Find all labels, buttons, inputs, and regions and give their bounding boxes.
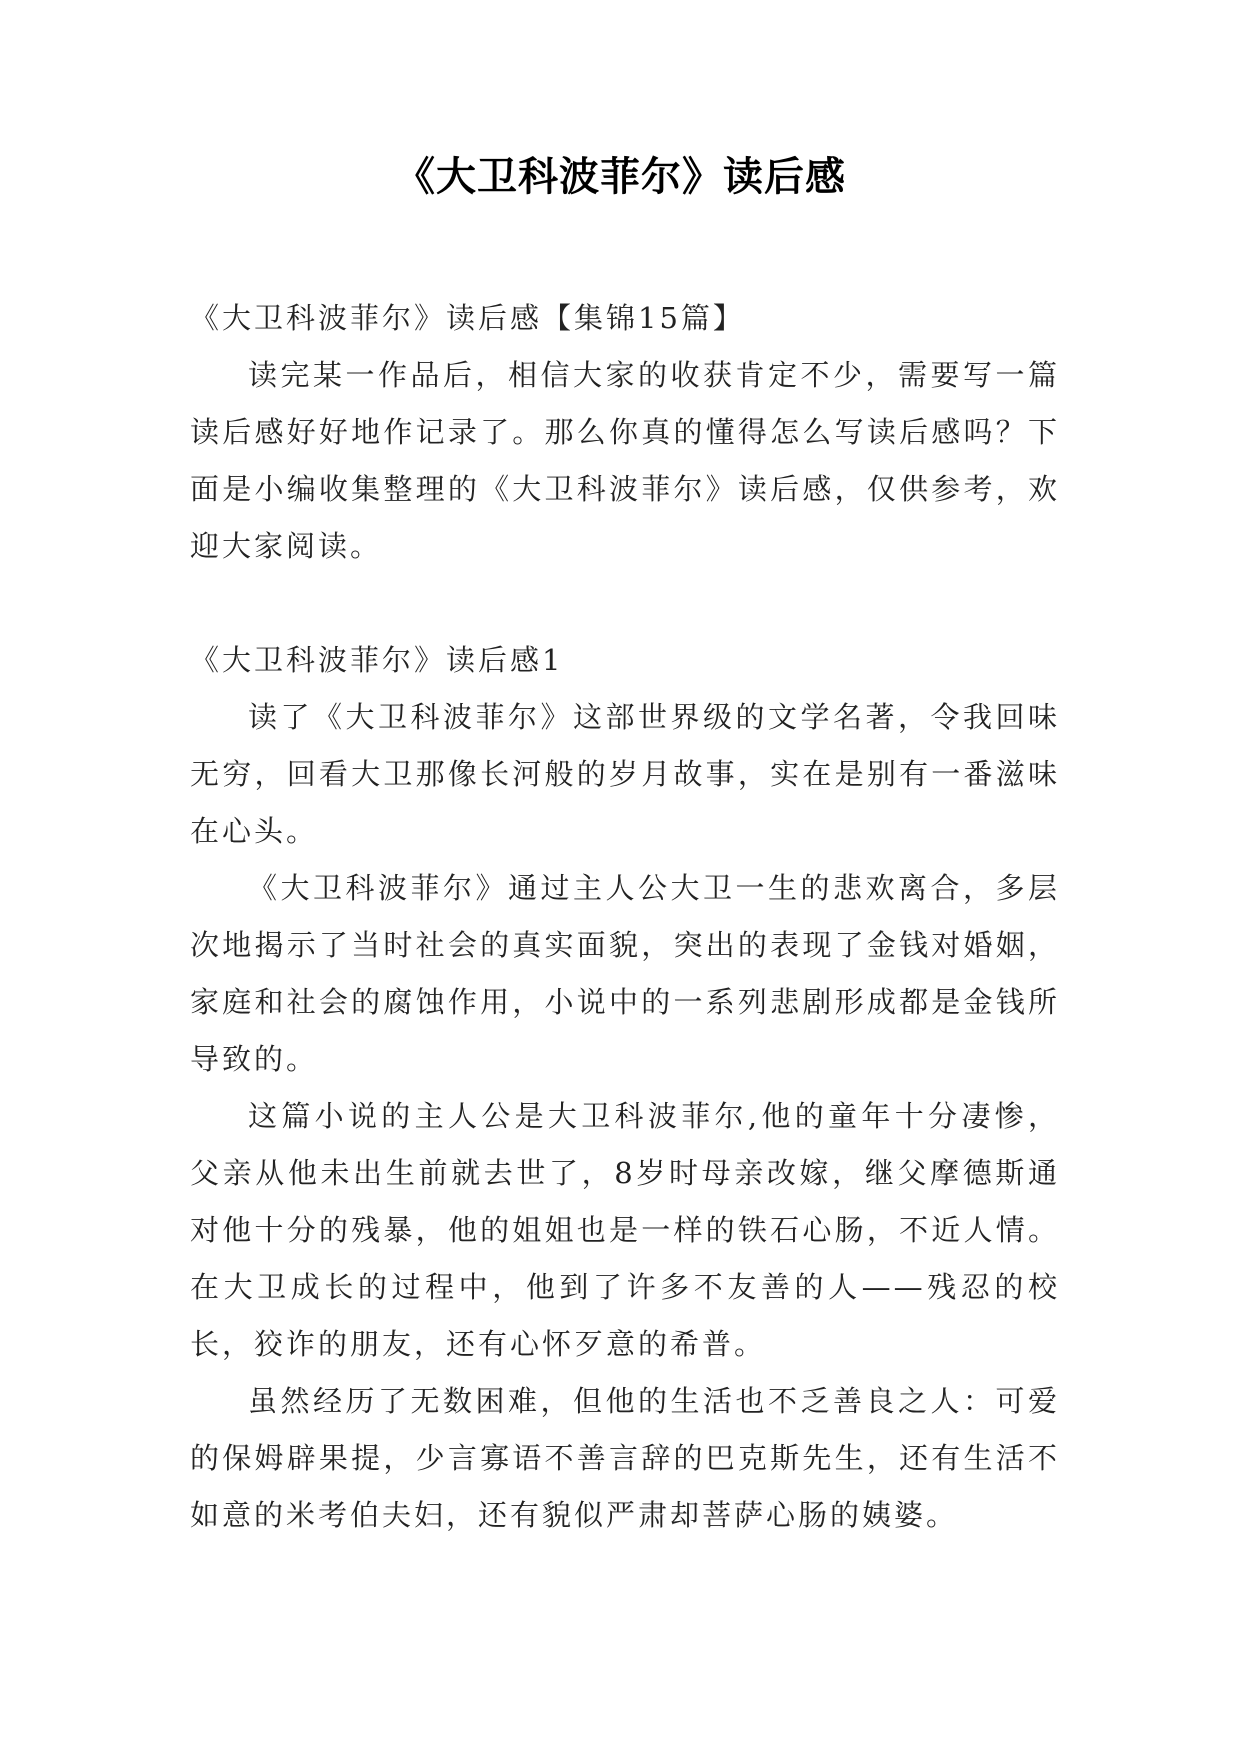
document-body	[190, 290, 1060, 1544]
document-title: 《大卫科波菲尔》读后感	[395, 154, 846, 200]
document-subtitle: 《大卫科波菲尔》读后感【集锦15篇】	[190, 301, 745, 335]
body-paragraph: 这篇小说的主人公是大卫科波菲尔,他的童年十分凄惨，父亲从他未出生前就去世了，8岁时母亲改嫁，继父摩德斯通对他十分的残暴，他的姐姐也是一样的铁石心肠，不近人情。在大卫成长的过程中，他到了许多不友善的人——残忍的校长，狡诈的朋友，还有心怀歹意的希普。	[190, 1099, 1060, 1361]
section-heading: 《大卫科波菲尔》读后感1	[190, 643, 564, 677]
body-paragraph: 虽然经历了无数困难，但他的生活也不乏善良之人：可爱的保姆辟果提，少言寡语不善言辞的巴克斯先生，还有生活不如意的米考伯夫妇，还有貌似严肃却菩萨心肠的姨婆。	[190, 1384, 1060, 1532]
body-paragraph: 读了《大卫科波菲尔》这部世界级的文学名著，令我回味无穷，回看大卫那像长河般的岁月故事，实在是别有一番滋味在心头。	[190, 700, 1060, 848]
intro-paragraph: 读完某一作品后，相信大家的收获肯定不少，需要写一篇读后感好好地作记录了。那么你真的懂得怎么写读后感吗？下面是小编收集整理的《大卫科波菲尔》读后感，仅供参考，欢迎大家阅读。	[190, 358, 1060, 563]
body-paragraph: 《大卫科波菲尔》通过主人公大卫一生的悲欢离合，多层次地揭示了当时社会的真实面貌，突出的表现了金钱对婚姻，家庭和社会的腐蚀作用，小说中的一系列悲剧形成都是金钱所导致的。	[190, 871, 1060, 1076]
section-spacer	[190, 575, 1060, 632]
